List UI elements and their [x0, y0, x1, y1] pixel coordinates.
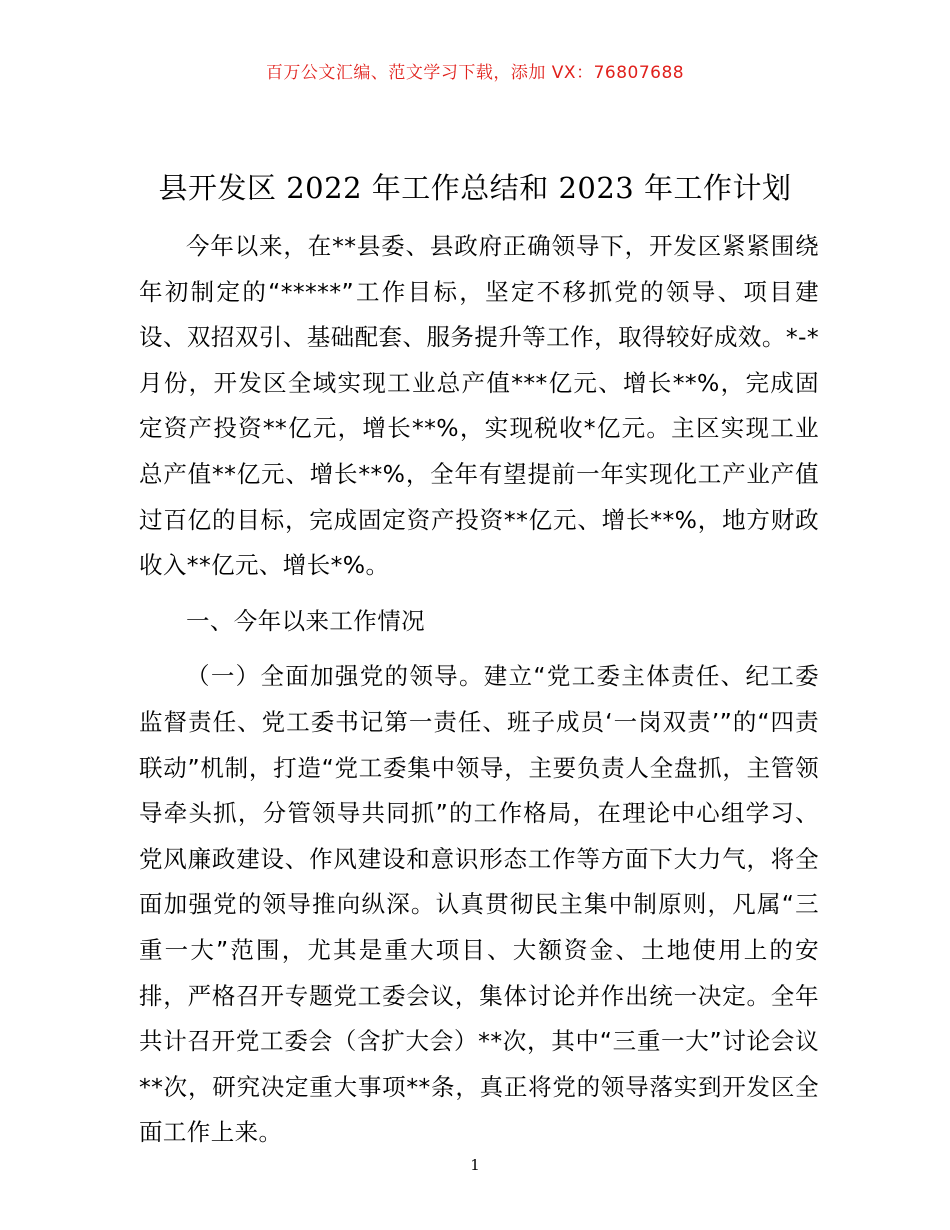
- document-body: [139, 224, 819, 1156]
- document-title: 县开发区 2022 年工作总结和 2023 年工作计划: [158, 171, 792, 205]
- page-number: 1: [470, 1156, 480, 1174]
- intro-paragraph: 今年以来，在**县委、县政府正确领导下，开发区紧紧围绕年初制定的“*****”工作目标，坚定不移抓党的领导、项目建设、双招双引、基础配套、服务提升等工作，取得较好成效。*-*月份，开发区全域实现工业总产值***亿元、增长**%，完成固定资产投资**亿元，增长**%，实现税收*亿元。主区实现工业总产值**亿元、增长**%，全年有望提前一年实现化工产业产值过百亿的目标，完成固定资产投资**亿元、增长**%，地方财政收入**亿元、增长*%。: [139, 232, 819, 580]
- subsection-paragraph: （一）全面加强党的领导。建立“党工委主体责任、纪工委监督责任、党工委书记第一责任、班子成员‘一岗双责’”的“四责联动”机制，打造“党工委集中领导，主要负责人全盘抓，主管领导牵头抓，分管领导共同抓”的工作格局，在理论中心组学习、党风廉政建设、作风建设和意识形态工作等方面下大力气，将全面加强党的领导推向纵深。认真贯彻民主集中制原则，凡属“三重一大”范围，尤其是重大项目、大额资金、土地使用上的安排，严格召开专题党工委会议，集体讨论并作出统一决定。全年共计召开党工委会（含扩大会）**次，其中“三重一大”讨论会议**次，研究决定重大事项**条，真正将党的领导落实到开发区全面工作上来。: [139, 662, 819, 1147]
- watermark-banner: 百万公文汇编、范文学习下载，添加 VX：76807688: [265, 63, 685, 83]
- section-heading: 一、今年以来工作情况: [186, 606, 425, 635]
